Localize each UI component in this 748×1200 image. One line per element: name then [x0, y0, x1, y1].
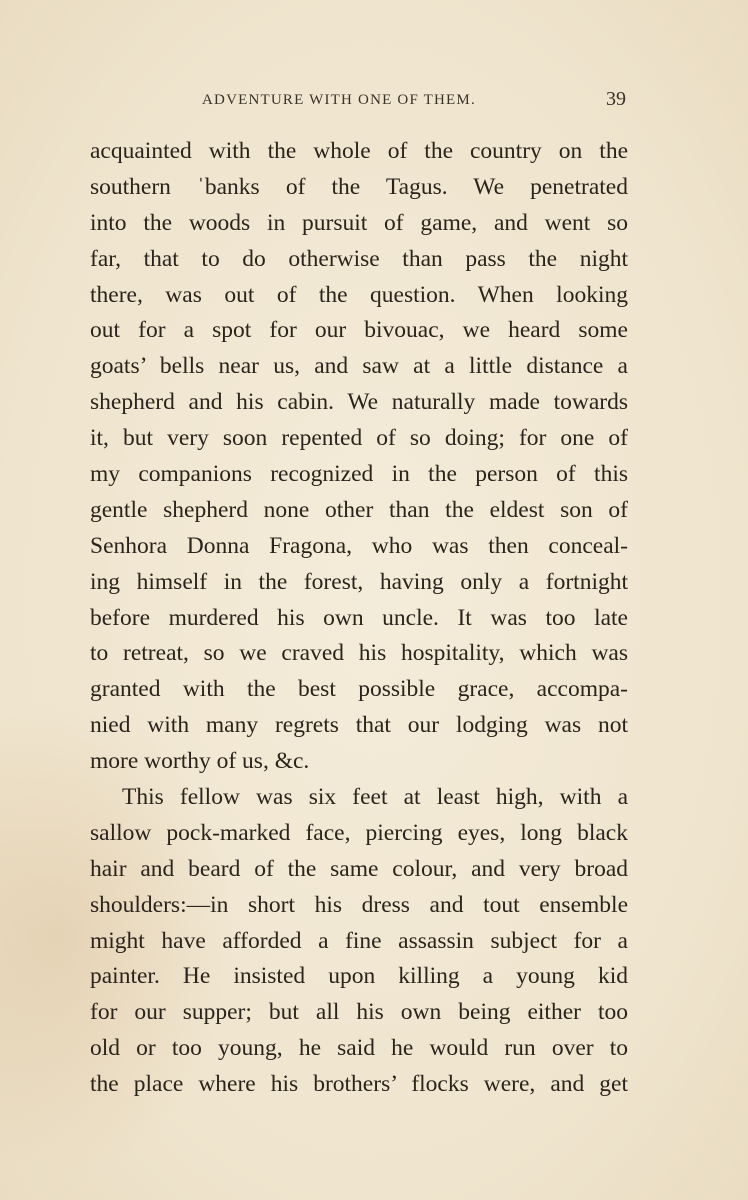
- text-line: sallow pock-marked face, piercing eyes, long black: [90, 819, 628, 846]
- running-title: ADVENTURE WITH ONE OF THEM.: [202, 92, 476, 108]
- text-line: shoulders:—in short his dress and tout ensemble: [90, 891, 628, 918]
- text-line: out for a spot for our bivouac, we heard some: [90, 317, 628, 344]
- text-line: hair and beard of the same colour, and very broad: [90, 855, 628, 882]
- text-line: into the woods in pursuit of game, and went so: [90, 209, 628, 236]
- paragraph-first-line: This fellow was six feet at least high, with a: [122, 784, 628, 811]
- text-line: to retreat, so we craved his hospitality, which was: [90, 640, 628, 667]
- running-head: [90, 88, 630, 116]
- text-line: shepherd and his cabin. We naturally made towards: [90, 389, 628, 416]
- text-line: granted with the best possible grace, accompa-: [90, 676, 628, 703]
- text-line: nied with many regrets that our lodging was not: [90, 712, 628, 739]
- text-line: for our supper; but all his own being either too: [90, 999, 628, 1026]
- text-line: far, that to do otherwise than pass the night: [90, 245, 628, 272]
- text-line: there, was out of the question. When looking: [90, 281, 628, 308]
- text-line: painter. He insisted upon killing a young kid: [90, 963, 628, 990]
- text-line: Senhora Donna Fragona, who was then conceal-: [90, 532, 628, 559]
- text-line: old or too young, he said he would run over to: [90, 1035, 628, 1062]
- text-line: might have afforded a fine assassin subject for a: [90, 927, 628, 954]
- text-line: acquainted with the whole of the country on the: [90, 138, 628, 164]
- page-number: 39: [606, 88, 626, 110]
- text-line: gentle shepherd none other than the eldest son of: [90, 496, 628, 523]
- text-line: ing himself in the forest, having only a fortnight: [90, 568, 628, 595]
- text-line: southern ˈbanks of the Tagus. We penetrated: [90, 173, 628, 200]
- body-text: [90, 134, 628, 1103]
- text-line: it, but very soon repented of so doing; for one of: [90, 425, 628, 452]
- text-line: more worthy of us, &c.: [90, 748, 310, 775]
- text-line: the place where his brothers’ flocks were, and get: [90, 1071, 628, 1098]
- text-line: goats’ bells near us, and saw at a little distance a: [90, 353, 628, 380]
- text-line: before murdered his own uncle. It was too late: [90, 604, 628, 631]
- text-line: my companions recognized in the person of this: [90, 461, 628, 488]
